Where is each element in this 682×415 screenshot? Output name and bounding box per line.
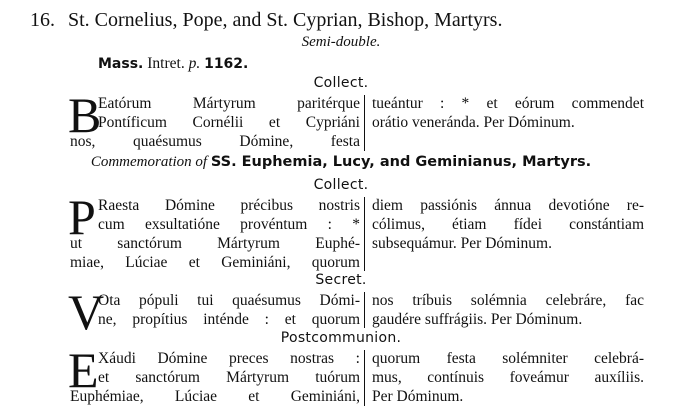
feast-title xyxy=(30,9,503,31)
text-line: quorum festa solémniter celebrá- xyxy=(372,350,644,367)
text-line: Ota pópuli tui quaésumus Dómi- xyxy=(98,292,360,309)
collect-left-column xyxy=(70,94,360,151)
secret-left-column xyxy=(98,291,360,329)
collect-right-column xyxy=(372,94,644,132)
secret-right-column xyxy=(372,291,644,329)
postcommunion-left-column xyxy=(70,349,360,406)
text-line: Eatórum Mártyrum paritérque xyxy=(98,95,360,112)
text-line: cum exsultatióne provéntum : * xyxy=(98,216,360,233)
commemoration-names: SS. Euphemia, Lucy, and Geminianus, Martyrs. xyxy=(210,154,592,170)
text-line: Xáudi Dómine preces nostras : xyxy=(98,350,360,367)
text-line: miae, Lúciae et Geminiáni, quorum xyxy=(70,254,360,271)
commemoration-lead: Commemoration of xyxy=(90,154,208,170)
text-line: nos, quaésumus Dómine, festa xyxy=(70,133,360,150)
collect2-left-column xyxy=(70,196,360,272)
text-line: Euphémiae, Lúciae et Geminiáni, xyxy=(70,388,360,405)
text-line: Raesta Dómine précibus nostris xyxy=(98,197,360,214)
collect2-right-column xyxy=(372,196,644,253)
column-divider xyxy=(364,197,365,271)
mass-introit: Intret. xyxy=(147,55,185,72)
secret-heading: Secret. xyxy=(315,272,367,288)
collect-heading: Collect. xyxy=(313,177,369,193)
text-line: ne, propítius inténde : et quorum xyxy=(98,311,360,328)
text-line: orátio veneránda. Per Dóminum. xyxy=(372,114,575,131)
postcommunion-heading: Postcommunion. xyxy=(280,330,402,346)
column-divider xyxy=(364,292,365,328)
text-line: Per Dóminum. xyxy=(372,388,464,405)
text-line: tueántur : * et eórum commendet xyxy=(372,95,644,112)
drop-cap-b: B xyxy=(68,87,102,143)
text-line: cólimus, étiam fídei constántiam xyxy=(372,216,644,233)
collect-heading: Collect. xyxy=(313,75,369,91)
column-divider xyxy=(364,350,365,406)
text-line: mus, contínuis foveámur auxíliis. xyxy=(372,369,644,386)
page-ref: p. xyxy=(188,55,201,72)
feast-number: 16. xyxy=(30,9,55,31)
drop-cap-p: P xyxy=(68,189,96,245)
text-line: ut sanctórum Mártyrum Euphé- xyxy=(70,235,360,252)
text-line: subsequámur. Per Dóminum. xyxy=(372,235,552,252)
text-line: gaudére suffrágiis. Per Dóminum. xyxy=(372,311,583,328)
text-line: et sanctórum Mártyrum tuórum xyxy=(98,369,360,386)
feast-rank: Semi-double. xyxy=(301,34,381,50)
drop-cap-e: E xyxy=(68,342,99,398)
drop-cap-v: V xyxy=(68,284,105,340)
feast-title-text: St. Cornelius, Pope, and St. Cyprian, Bishop, Martyrs. xyxy=(68,9,503,31)
postcommunion-right-column xyxy=(372,349,644,406)
text-line: diem passiónis ánnua devotióne re- xyxy=(372,197,644,214)
page-number: 1162. xyxy=(204,56,249,72)
text-line: nos tríbuis solémnia celebráre, fac xyxy=(372,292,644,309)
commemoration-line xyxy=(0,155,682,170)
mass-line xyxy=(98,56,248,72)
mass-label: Mass. xyxy=(98,56,144,72)
text-line: Pontíficum Cornélii et Cypriáni xyxy=(98,114,360,131)
column-divider xyxy=(364,95,365,151)
